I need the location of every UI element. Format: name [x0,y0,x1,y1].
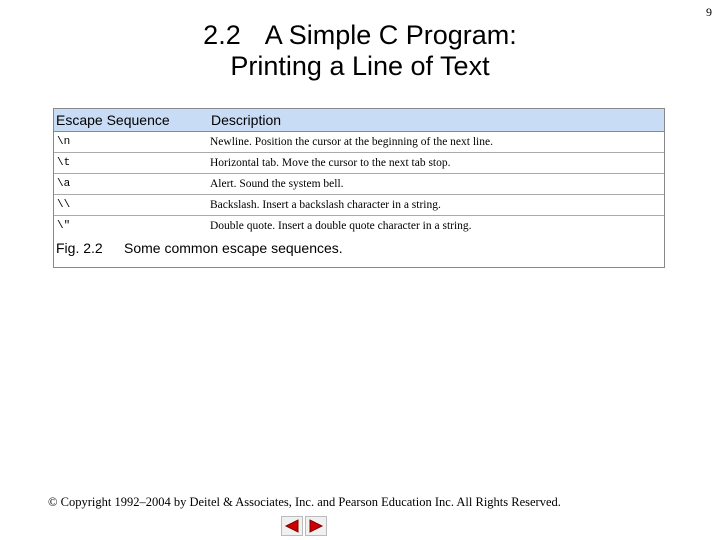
escape-sequence-cell: \t [54,152,207,173]
title-line-2: Printing a Line of Text [230,51,490,81]
page-number: 9 [706,5,712,19]
escape-sequence-cell: \" [57,219,71,232]
next-arrow-icon [308,519,324,533]
escape-sequence-cell: \n [54,131,207,152]
figure-label: Fig. 2.2 [56,240,103,256]
table-header-row [54,109,664,131]
slide-navigation [281,516,327,536]
header-escape-sequence: Escape Sequence [54,109,207,131]
description-cell: Double quote. Insert a double quote character in a string. [210,219,472,232]
previous-slide-button[interactable] [281,516,303,536]
escape-sequence-table [54,109,664,236]
section-number: 2.2 [203,20,241,50]
table-row [54,173,664,194]
table-row [54,194,664,215]
figure-box [53,108,665,268]
description-cell: Alert. Sound the system bell. [207,173,664,194]
description-cell: Backslash. Insert a backslash character in a string. [207,194,664,215]
escape-sequence-cell: \\ [54,194,207,215]
copyright-notice: © Copyright 1992–2004 by Deitel & Associates, Inc. and Pearson Education Inc. All Rights Reserved. [48,495,561,509]
title-text-1: A Simple C Program: [264,20,517,50]
title-line-1 [0,20,720,51]
caption-text: Some common escape sequences. [124,240,343,256]
description-cell: Newline. Position the cursor at the beginning of the next line. [207,131,664,152]
description-cell: Horizontal tab. Move the cursor to the next tab stop. [207,152,664,173]
figure-caption [56,240,343,256]
table-row [54,131,664,152]
escape-sequence-cell: \a [54,173,207,194]
next-slide-button[interactable] [305,516,327,536]
header-description: Description [207,109,664,131]
slide-title [0,20,720,82]
table-row [54,215,664,236]
previous-arrow-icon [284,519,300,533]
table-row [54,152,664,173]
